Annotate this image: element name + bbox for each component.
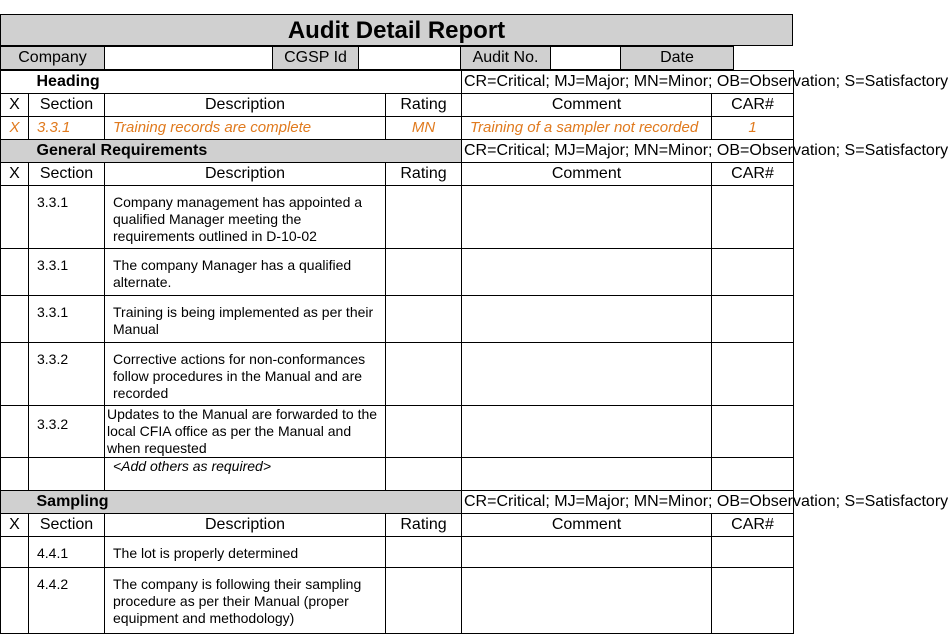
table-row bbox=[1, 406, 794, 458]
row-x-cell[interactable] bbox=[1, 568, 29, 634]
rating-legend: CR=Critical; MJ=Major; MN=Minor; OB=Observation; S=Satisfactory bbox=[462, 71, 794, 94]
row-comment-cell[interactable] bbox=[462, 343, 712, 406]
row-description: Company management has appointed a qualified Manager meeting the requirements outlined in D-10-02 bbox=[105, 186, 386, 249]
row-car-cell[interactable] bbox=[712, 186, 794, 249]
example-car: 1 bbox=[712, 117, 794, 140]
row-car-cell[interactable] bbox=[712, 537, 794, 568]
row-rating-cell[interactable] bbox=[386, 458, 462, 491]
row-description: The company is following their sampling procedure as per their Manual (proper equipment and methodology) bbox=[105, 568, 386, 634]
col-comment: Comment bbox=[462, 94, 712, 117]
example-description: Training records are complete bbox=[105, 117, 386, 140]
row-car-cell[interactable] bbox=[712, 568, 794, 634]
col-car: CAR# bbox=[712, 163, 794, 186]
column-header-row bbox=[1, 514, 794, 537]
row-rating-cell[interactable] bbox=[386, 186, 462, 249]
col-section: Section bbox=[29, 163, 105, 186]
rating-legend: CR=Critical; MJ=Major; MN=Minor; OB=Observation; S=Satisfactory bbox=[462, 491, 794, 514]
col-car: CAR# bbox=[712, 94, 794, 117]
section-header-sampling bbox=[1, 491, 794, 514]
section-label: Heading bbox=[29, 71, 462, 94]
col-comment: Comment bbox=[462, 163, 712, 186]
section-header-heading bbox=[1, 71, 794, 94]
row-comment-cell[interactable] bbox=[462, 249, 712, 296]
row-rating-cell[interactable] bbox=[386, 568, 462, 634]
row-section-cell[interactable] bbox=[29, 458, 105, 491]
row-x-cell[interactable] bbox=[1, 186, 29, 249]
rating-legend: CR=Critical; MJ=Major; MN=Minor; OB=Observation; S=Satisfactory bbox=[462, 140, 794, 163]
row-description: Corrective actions for non-conformances follow procedures in the Manual and are recorded bbox=[105, 343, 386, 406]
table-row bbox=[1, 568, 794, 634]
cgsp-id-label: CGSP Id bbox=[273, 47, 359, 70]
row-section: 3.3.1 bbox=[29, 249, 105, 296]
row-car-cell[interactable] bbox=[712, 406, 794, 458]
col-section: Section bbox=[29, 94, 105, 117]
company-label: Company bbox=[1, 47, 105, 70]
add-others-row bbox=[1, 458, 794, 491]
row-description: Updates to the Manual are forwarded to the local CFIA office as per the Manual and when requested bbox=[105, 406, 386, 458]
row-section: 3.3.1 bbox=[29, 186, 105, 249]
example-section: 3.3.1 bbox=[29, 117, 105, 140]
row-x-cell[interactable] bbox=[1, 249, 29, 296]
report-title: Audit Detail Report bbox=[0, 14, 793, 46]
row-section: 4.4.1 bbox=[29, 537, 105, 568]
table-row bbox=[1, 296, 794, 343]
example-row bbox=[1, 117, 794, 140]
date-label: Date bbox=[621, 47, 734, 70]
col-rating: Rating bbox=[386, 514, 462, 537]
row-description: The lot is properly determined bbox=[105, 537, 386, 568]
col-x: X bbox=[1, 163, 29, 186]
col-description: Description bbox=[105, 163, 386, 186]
section-label: Sampling bbox=[29, 491, 462, 514]
audit-no-label: Audit No. bbox=[461, 47, 551, 70]
row-car-cell[interactable] bbox=[712, 296, 794, 343]
example-rating: MN bbox=[386, 117, 462, 140]
example-x: X bbox=[1, 117, 29, 140]
row-comment-cell[interactable] bbox=[462, 406, 712, 458]
row-description: The company Manager has a qualified alternate. bbox=[105, 249, 386, 296]
row-comment-cell[interactable] bbox=[462, 296, 712, 343]
col-x: X bbox=[1, 514, 29, 537]
row-comment-cell[interactable] bbox=[462, 568, 712, 634]
report-info-table bbox=[0, 46, 734, 70]
col-description: Description bbox=[105, 514, 386, 537]
row-x-cell[interactable] bbox=[1, 458, 29, 491]
column-header-row bbox=[1, 163, 794, 186]
col-x: X bbox=[1, 94, 29, 117]
column-header-row bbox=[1, 94, 794, 117]
row-section: 3.3.2 bbox=[29, 343, 105, 406]
table-row bbox=[1, 537, 794, 568]
audit-items-table bbox=[0, 70, 948, 634]
col-description: Description bbox=[105, 94, 386, 117]
col-comment: Comment bbox=[462, 514, 712, 537]
row-rating-cell[interactable] bbox=[386, 296, 462, 343]
row-section: 3.3.1 bbox=[29, 296, 105, 343]
table-row bbox=[1, 186, 794, 249]
table-row bbox=[1, 343, 794, 406]
row-rating-cell[interactable] bbox=[386, 343, 462, 406]
row-x-cell[interactable] bbox=[1, 343, 29, 406]
cgsp-id-field[interactable] bbox=[359, 47, 461, 70]
row-rating-cell[interactable] bbox=[386, 537, 462, 568]
row-comment-cell[interactable] bbox=[462, 458, 712, 491]
audit-no-field[interactable] bbox=[551, 47, 621, 70]
row-rating-cell[interactable] bbox=[386, 249, 462, 296]
row-x-cell[interactable] bbox=[1, 537, 29, 568]
col-rating: Rating bbox=[386, 94, 462, 117]
section-label: General Requirements bbox=[29, 140, 462, 163]
row-car-cell[interactable] bbox=[712, 249, 794, 296]
company-field[interactable] bbox=[105, 47, 273, 70]
row-section: 4.4.2 bbox=[29, 568, 105, 634]
col-rating: Rating bbox=[386, 163, 462, 186]
row-comment-cell[interactable] bbox=[462, 186, 712, 249]
add-others-text: <Add others as required> bbox=[105, 458, 386, 491]
row-car-cell[interactable] bbox=[712, 458, 794, 491]
example-comment: Training of a sampler not recorded bbox=[462, 117, 712, 140]
table-row bbox=[1, 249, 794, 296]
row-car-cell[interactable] bbox=[712, 343, 794, 406]
row-comment-cell[interactable] bbox=[462, 537, 712, 568]
col-section: Section bbox=[29, 514, 105, 537]
row-description: Training is being implemented as per their Manual bbox=[105, 296, 386, 343]
row-x-cell[interactable] bbox=[1, 406, 29, 458]
row-rating-cell[interactable] bbox=[386, 406, 462, 458]
col-car: CAR# bbox=[712, 514, 794, 537]
row-x-cell[interactable] bbox=[1, 296, 29, 343]
row-section: 3.3.2 bbox=[29, 406, 105, 458]
section-header-general bbox=[1, 140, 794, 163]
